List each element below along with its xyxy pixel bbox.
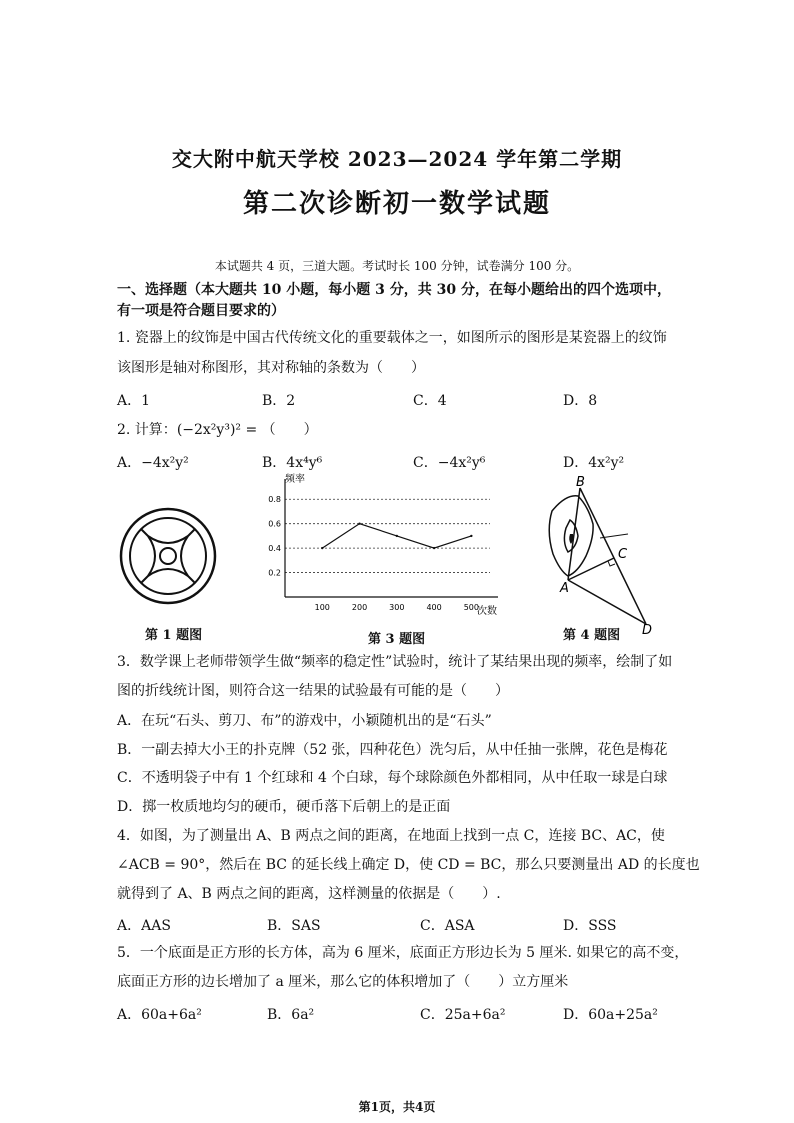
- fig3-frequency-chart: [255, 472, 505, 622]
- chart-grid: [285, 499, 490, 572]
- chart-y-tick-label: 0.4: [268, 544, 281, 554]
- q1-stem-line2: 该图形是轴对称图形，其对称轴的条数为（ ）: [117, 360, 425, 376]
- fig4-geometry-figure: [538, 476, 663, 636]
- q4-option-b: B．SAS: [267, 918, 321, 934]
- page-footer: 第1页，共4页: [358, 1100, 436, 1114]
- q2-stem-expression: (−2x²y³)² = （ ）: [176, 422, 318, 438]
- q5-option-c: C．25a+6a²: [420, 1007, 506, 1023]
- q4-option-d: D．SSS: [563, 918, 617, 934]
- q3-option-c: C．不透明袋子中有 1 个红球和 4 个白球，每个球除颜色外都相同，从中任取一球是白球: [117, 770, 668, 786]
- q2-stem-prefix: 2. 计算：: [117, 422, 177, 438]
- fig4-caption: 第 4 题图: [563, 628, 621, 643]
- q4-stem-line3: 就得到了 A、B 两点之间的距离，这样测量的依据是（ ）.: [117, 886, 501, 902]
- fig4-label-b: B: [576, 476, 585, 490]
- section-heading-line2: 有一项是符合题目要求的）: [117, 303, 285, 319]
- q2-stem: [117, 421, 318, 439]
- q5-option-a: A．60a+6a²: [117, 1007, 202, 1023]
- chart-y-tick-label: 0.2: [268, 568, 281, 578]
- chart-data-point: [358, 522, 360, 524]
- q5-option-d: D．60a+25a²: [563, 1007, 658, 1023]
- chart-x-tick-label: 500: [463, 603, 480, 612]
- q1-stem-line1: 1. 瓷器上的纹饰是中国古代传统文化的重要载体之一，如图所示的图形是某瓷器上的纹饰: [117, 330, 667, 346]
- chart-x-axis-label: 次数: [477, 606, 497, 617]
- chart-x-tick-label: 400: [426, 603, 442, 612]
- chart-data-point: [321, 547, 323, 549]
- chart-x-tick-label: 300: [389, 603, 405, 612]
- q3-stem-line2: 图的折线统计图，则符合这一结果的试验最有可能的是（ ）: [117, 683, 509, 699]
- exam-school-title: 交大附中航天学校 2023—2024 学年第二学期: [171, 147, 623, 171]
- chart-data-point: [470, 535, 472, 537]
- fig4-label-a: A: [560, 581, 569, 596]
- q5-stem-line1: 5．一个底面是正方形的长方体，高为 6 厘米，底面正方形边长为 5 厘米. 如果它的高不变，: [117, 945, 689, 961]
- q5-stem-line2: 底面正方形的边长增加了 a 厘米，那么它的体积增加了（ ）立方厘米: [117, 974, 569, 990]
- q3-option-a: A．在玩“石头、剪刀、布”的游戏中，小颖随机出的是“石头”: [117, 713, 492, 729]
- q2-option-c: C．−4x²y⁶: [413, 455, 486, 471]
- q4-option-a: A．AAS: [117, 918, 171, 934]
- chart-y-tick-label: 0.8: [268, 495, 281, 505]
- q4-option-c: C．ASA: [420, 918, 475, 934]
- exam-instructions: 本试题共 4 页，三道大题。考试时长 100 分钟，试卷满分 100 分。: [214, 259, 580, 273]
- q1-option-b: B．2: [262, 393, 296, 409]
- chart-y-axis-label: 频率: [285, 474, 305, 485]
- section-heading-line1: 一、选择题（本大题共 10 小题，每小题 3 分，共 30 分，在每小题给出的四个选项中，: [117, 282, 671, 298]
- q1-option-d: D．8: [563, 393, 598, 409]
- chart-x-tick-label: 100: [314, 603, 330, 612]
- q2-option-d: D．4x²y²: [563, 455, 625, 471]
- q1-option-a: A．1: [117, 393, 151, 409]
- chart-x-tick-label: 200: [351, 603, 368, 612]
- chart-data-point: [433, 547, 435, 549]
- q4-stem-line1: 4．如图，为了测量出 A、B 两点之间的距离，在地面上找到一点 C，连接 BC、AC，使: [117, 828, 665, 844]
- fig3-caption: 第 3 题图: [368, 632, 426, 647]
- chart-series: [321, 522, 472, 549]
- q3-option-b: B．一副去掉大小王的扑克牌（52 张，四种花色）洗匀后，从中任抽一张牌，花色是梅花: [117, 742, 668, 758]
- q2-option-a: A．−4x²y²: [117, 455, 189, 471]
- fig4-label-d: D: [642, 623, 653, 636]
- fig1-caption: 第 1 题图: [145, 628, 203, 643]
- chart-data-point: [396, 535, 398, 537]
- q3-option-d: D．掷一枚质地均匀的硬币，硬币落下后朝上的是正面: [117, 799, 451, 815]
- q2-option-b: B．4x⁴y⁶: [262, 455, 323, 471]
- q5-option-b: B．6a²: [267, 1007, 315, 1023]
- chart-y-tick-label: 0.6: [268, 519, 281, 529]
- q1-option-c: C．4: [413, 393, 447, 409]
- q4-stem-line2: ∠ACB = 90°，然后在 BC 的延长线上确定 D，使 CD = BC，那么只要测量出 AD 的长度也: [117, 857, 700, 873]
- q3-stem-line1: 3．数学课上老师带领学生做“频率的稳定性”试验时，统计了某结果出现的频率，绘制了如: [117, 654, 673, 670]
- chart-ticks: [268, 495, 479, 612]
- fig4-label-c: C: [618, 547, 628, 562]
- exam-subject-title: 第二次诊断初一数学试题: [242, 189, 551, 219]
- fig1-pattern-figure: [118, 498, 218, 610]
